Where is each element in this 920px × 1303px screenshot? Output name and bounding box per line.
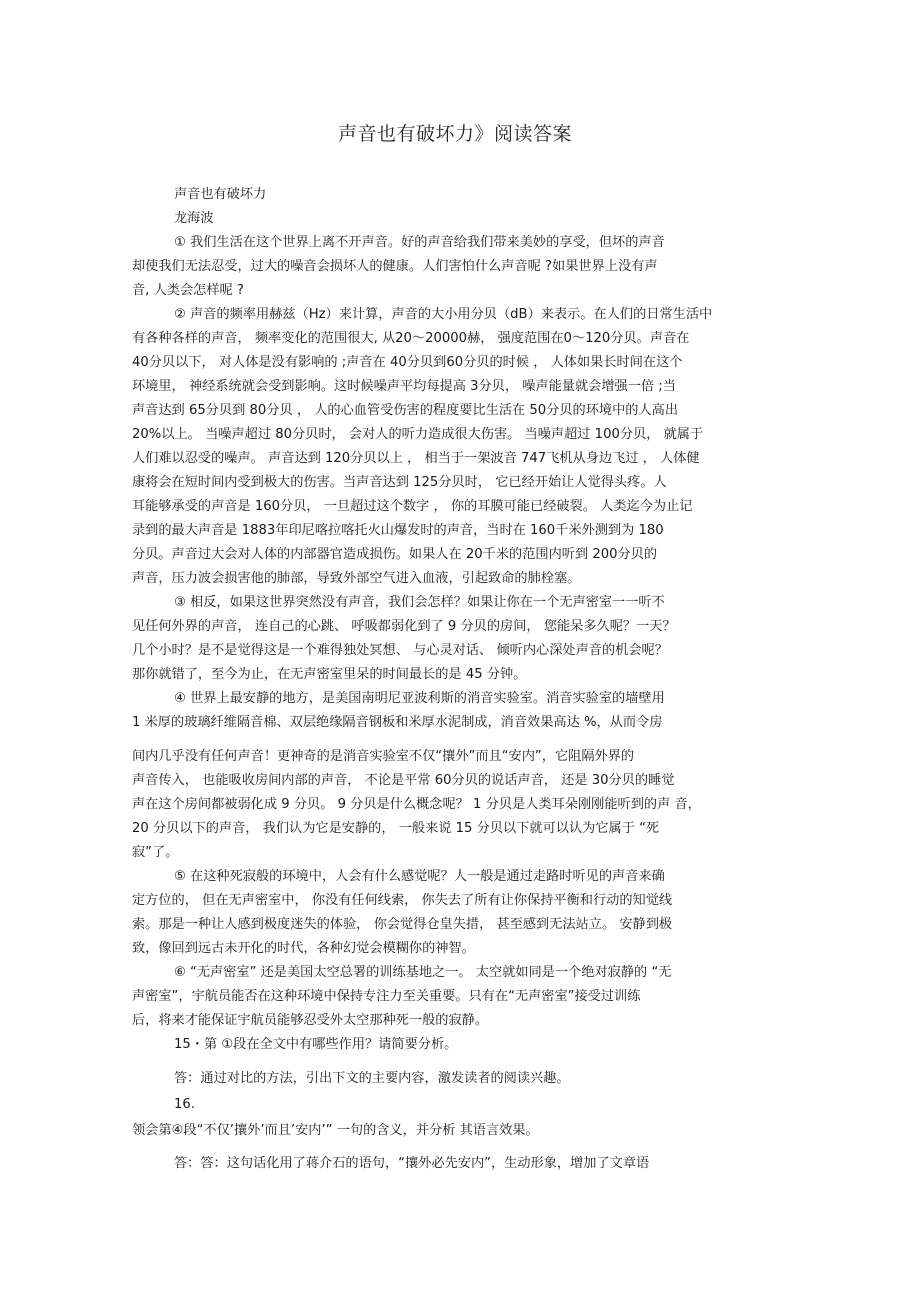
paragraph-3-line-4: 那你就错了，至今为止，在无声密室里呆的时间最长的是 45 分钟。 [132,667,527,682]
paragraph-2-line-6: 20%以上。 当噪声超过 80分贝时， 会对人的听力造成很大伤害。 当噪声超过 100分贝， 就属于 [132,427,704,442]
paragraph-2-line-3: 40分贝以下， 对人体是没有影响的 ;声音在 40分贝到60分贝的时候 ， 人体如果长时间在这个 [132,355,683,370]
paragraph-4-line-3: 间内几乎没有任何声音！更神奇的是消音实验室不仅“攘外”而且“安内”，它阻隔外界的 [132,749,635,764]
paragraph-2-line-10: 录到的最大声音是 1883年印尼喀拉喀托火山爆发时的声音，当时在 160千米外测到为 180 [132,523,664,538]
paragraph-3-line-2: 见任何外界的声音， 连自己的心跳、 呼吸都弱化到了 9 分贝的房间， 您能呆多久呢？一天？ [132,619,676,634]
paragraph-5-line-3: 索。那是一种让人感到极度迷失的体验， 你会觉得仓皇失措， 甚至感到无法站立。 安静到极 [132,917,673,932]
paragraph-2-line-8: 康将会在短时间内受到极大的伤害。当声音达到 125分贝时， 它已经开始让人觉得头疼。人 [132,475,667,490]
paragraph-5-line-1: ⑤ 在这种死寂般的环境中，人会有什么感觉呢？人一般是通过走路时听见的声音来确 [174,869,665,884]
article-author: 龙海波 [174,211,214,226]
paragraph-2-line-12: 声音，压力波会损害他的肺部，导致外部空气进入血液，引起致命的肺栓塞。 [132,571,581,586]
paragraph-2-line-9: 耳能够承受的声音是 160分贝， 一旦超过这个数字 ， 你的耳膜可能已经破裂。 人类迄今为止记 [132,499,693,514]
paragraph-1-line-2: 却使我们无法忍受，过大的噪音会损坏人的健康。人们害怕什么声音呢 ?如果世界上没有声 [132,259,658,274]
paragraph-2-line-2: 有各种各样的声音， 频率变化的范围很大, 从20～20000赫， 强度范围在0～120分贝。声音在 [132,331,690,346]
paragraph-4-line-2: 1 米厚的玻璃纤维隔音棉、双层绝缘隔音钢板和米厚水泥制成，消音效果高达 %，从而令房 [132,715,663,730]
question-15: 15・第 ①段在全文中有哪些作用？请简要分析。 [174,1037,458,1052]
question-16-number: 16. [174,1097,195,1112]
paragraph-4-line-5: 声在这个房间都被弱化成 9 分贝。 9 分贝是什么概念呢？ 1 分贝是人类耳朵刚刚能听到的声 音， [132,797,701,812]
paragraph-3-line-1: ③ 相反，如果这世界突然没有声音，我们会怎样？如果让你在一个无声密室一一听不 [174,595,665,610]
paragraph-6-line-1: ⑥ “无声密室” 还是美国太空总署的训练基地之一。 太空就如同是一个绝对寂静的 “无 [174,965,672,980]
paragraph-2-line-1: ② 声音的频率用赫兹（Hz）来计算，声音的大小用分贝（dB）来表示。在人们的日常生活中 [174,307,713,322]
paragraph-2-line-11: 分贝。声音过大会对人体的内部器官造成损伤。如果人在 20千米的范围内听到 200分贝的 [132,547,658,562]
paragraph-1-line-3: 音, 人类会怎样呢 ? [132,283,244,298]
paragraph-4-line-1: ④ 世界上最安静的地方，是美国南明尼亚波利斯的消音实验室。消音实验室的墙壁用 [174,691,665,706]
paragraph-5-line-2: 定方位的， 但在无声密室中， 你没有任何线索， 你失去了所有让你保持平衡和行动的知觉线 [132,893,673,908]
article-title: 声音也有破坏力 [174,187,267,202]
paragraph-6-line-3: 后，将来才能保证宇航员能够忍受外太空那种死一般的寂静。 [132,1013,489,1028]
paragraph-2-line-5: 声音达到 65分贝到 80分贝 ， 人的心血管受伤害的程度要比生活在 50分贝的环境中的人高出 [132,403,679,418]
answer-15: 答：通过对比的方法，引出下文的主要内容，激发读者的阅读兴趣。 [174,1071,570,1086]
paragraph-3-line-3: 几个小时？是不是觉得这是一个难得独处冥想、 与心灵对话、 倾听内心深处声音的机会呢？ [132,643,668,658]
paragraph-4-line-7: 寂”了。 [132,845,179,860]
question-16: 领会第④段“不仅’攘外’而且’安内’” 一句的含义，并分析 其语言效果。 [132,1123,539,1138]
paragraph-4-line-4: 声音传入， 也能吸收房间内部的声音， 不论是平常 60分贝的说话声音， 还是 30分贝的睡觉 [132,773,675,788]
paragraph-5-line-4: 致，像回到远古未开化的时代，各种幻觉会模糊你的神智。 [132,941,475,956]
paragraph-6-line-2: 声密室”，宇航员能否在这种环境中保持专注力至关重要。只有在“无声密室”接受过训练 [132,989,641,1004]
paragraph-1-line-1: ① 我们生活在这个世界上离不开声音。好的声音给我们带来美妙的享受，但坏的声音 [174,235,665,250]
paragraph-4-line-6: 20 分贝以下的声音， 我们认为它是安静的， 一般来说 15 分贝以下就可以认为它属于 “死 [132,821,660,836]
document-title: 声音也有破坏力》阅读答案 [337,123,572,145]
paragraph-2-line-7: 人们难以忍受的噪声。 声音达到 120分贝以上 ， 相当于一架波音 747飞机从身边飞过 ， 人体健 [132,451,700,466]
answer-16: 答：答：这句话化用了蒋介石的语句，“攘外必先安内”，生动形象，增加了文章语 [174,1156,650,1171]
paragraph-2-line-4: 环境里， 神经系统就会受到影响。这时候噪声平均每提高 3分贝， 噪声能量就会增强一倍 ;当 [132,379,676,394]
